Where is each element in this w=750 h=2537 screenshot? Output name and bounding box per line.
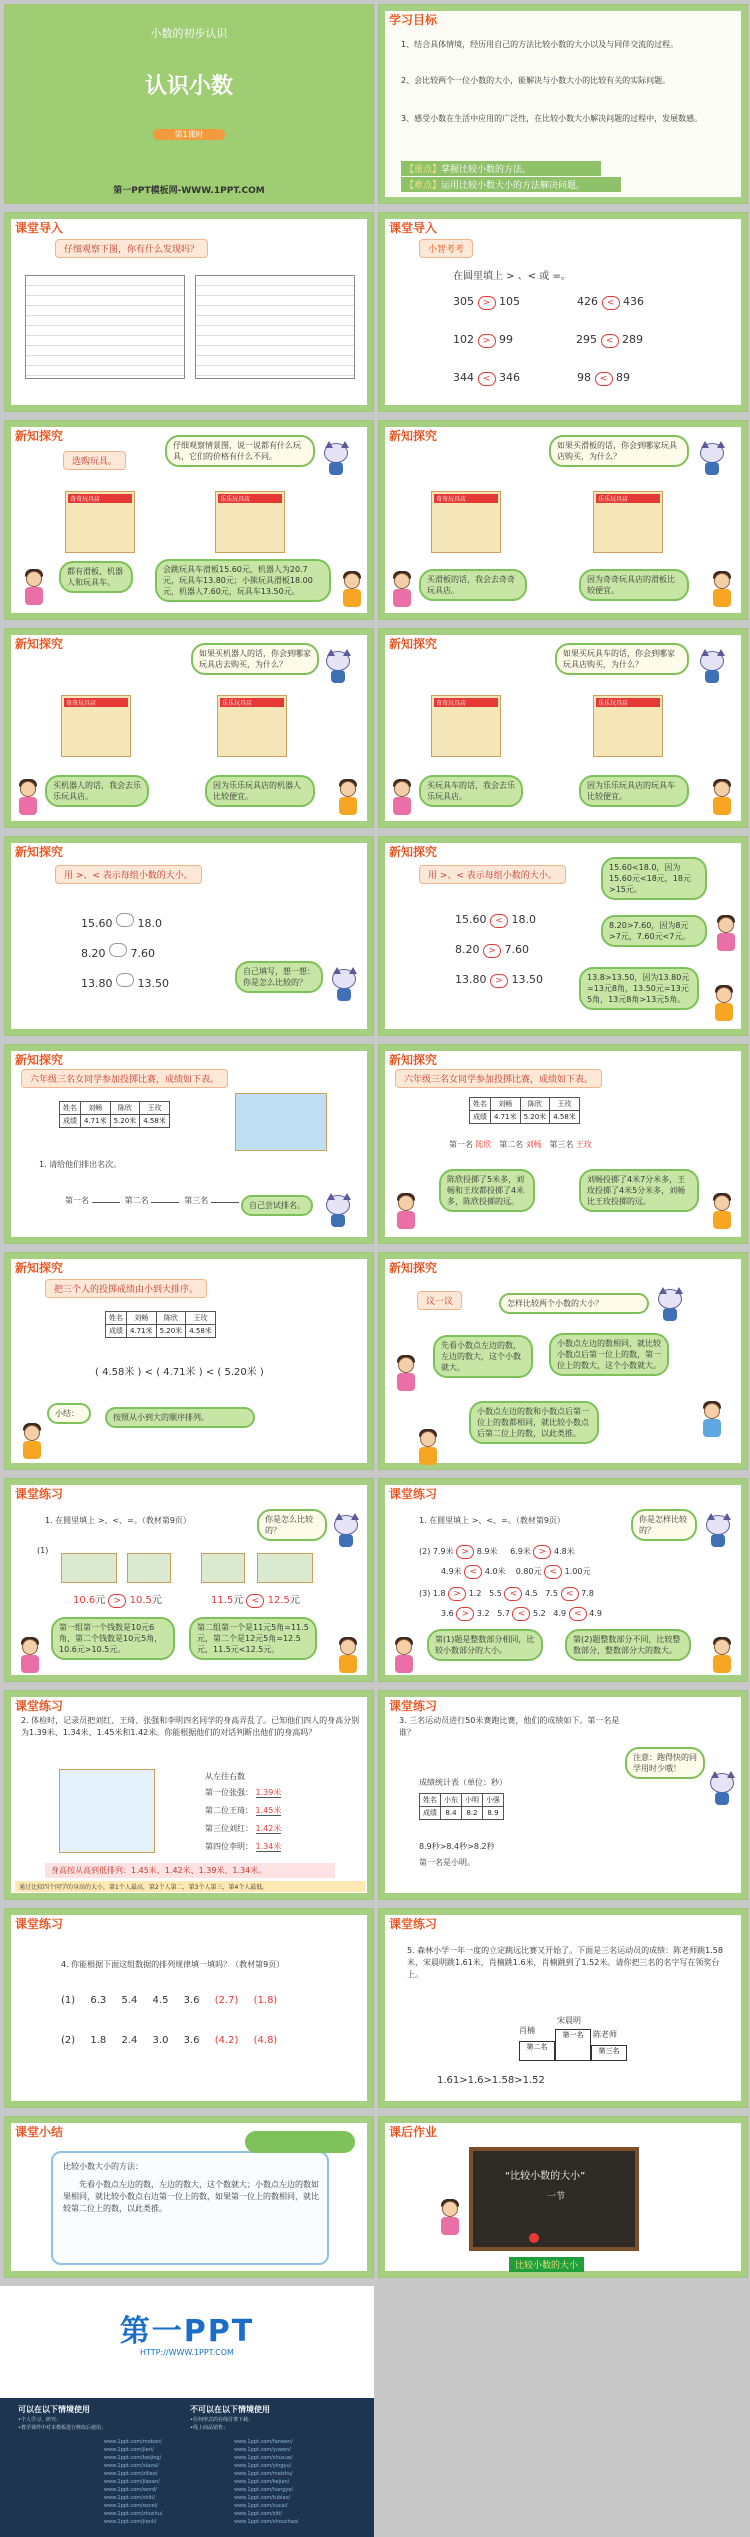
toy-shelf-right bbox=[593, 491, 663, 553]
footer-link[interactable]: www.1ppt.com/fanwen/ bbox=[234, 2439, 293, 2445]
cartoon-girl bbox=[389, 781, 415, 815]
answer-circle[interactable]: < bbox=[478, 372, 496, 386]
bubble-explain-2: 刘畅投掷了4米7分米多，王玫投掷了4米5分米多，刘畅比王玫投掷的远。 bbox=[579, 1169, 699, 1212]
title-footer: 第一PPT模板网-WWW.1PPT.COM bbox=[113, 186, 265, 196]
task-text: 2. 体检时，记录员把刘红、王琦、张强和李明四名同学的身高弄乱了。已知他们四人的身高分别为1.39米、1.34米、1.45米和1.42米。你能根据他们的对话判断出他们的身高吗？ bbox=[21, 1716, 360, 1737]
bubble-explain-2: 第二组第一个是11元5角=11.5元，第二个是12元5角=12.5元，11.5元<12.5元。 bbox=[189, 1617, 317, 1660]
bubble-question: 你是怎么比较的？ bbox=[257, 1509, 327, 1541]
can-line: •教学课件中对本模板进行修改后使用； bbox=[18, 2425, 106, 2431]
task-text: 1. 在圆里填上 >、<、=。（教材第9页） bbox=[419, 1516, 565, 1525]
slide-header: 课堂练习 bbox=[15, 1699, 64, 1713]
summary-title: 比较小数大小的方法： bbox=[63, 2162, 143, 2171]
toy-shelf-left bbox=[431, 695, 501, 757]
slide-compare-2[interactable] bbox=[378, 836, 748, 1036]
answer-circle[interactable]: < bbox=[601, 334, 619, 348]
footer-link[interactable]: www.1ppt.com/excel/ bbox=[104, 2503, 158, 2509]
footer-link[interactable]: www.1ppt.com/beijing/ bbox=[104, 2455, 162, 2461]
compare-row: 8.20 7.60 bbox=[81, 943, 155, 960]
toy-shelf-right bbox=[217, 695, 287, 757]
score-table: 姓名 刘畅 陈欣 王玫 成绩 4.71米 5.20米 4.58米 bbox=[469, 1097, 580, 1124]
compare-row: 15.60 18.0 bbox=[81, 913, 162, 930]
cartoon-boy bbox=[709, 1195, 735, 1229]
difficult-point bbox=[401, 177, 621, 192]
compare-row: 15.60 < 18.0 bbox=[455, 913, 536, 926]
key-point bbox=[401, 161, 601, 176]
slide-header: 新知探究 bbox=[15, 429, 64, 443]
slide-header: 新知探究 bbox=[389, 637, 438, 651]
cartoon-cat bbox=[703, 1513, 733, 1547]
bubble-right: 因为乐乐玩具店的玩具车比较便宜。 bbox=[579, 775, 689, 807]
board-plate: 比较小数的大小 bbox=[509, 2257, 584, 2272]
order-title: 从左往右数 bbox=[205, 1772, 245, 1781]
prompt-pill: 六年级三名女同学参加投掷比赛，成绩如下表。 bbox=[21, 1069, 228, 1088]
money-picture bbox=[61, 1553, 117, 1583]
bubble-left: 买机器人的话，我会去乐乐玩具店。 bbox=[45, 775, 149, 807]
cartoon-cat bbox=[697, 649, 727, 683]
toy-shelf-right bbox=[215, 491, 285, 553]
quiz-row: 305 > 105 426 < 436 bbox=[453, 295, 644, 308]
slide-title[interactable] bbox=[4, 4, 374, 204]
answer-circle[interactable]: > bbox=[478, 296, 496, 310]
cannot-line: •线上商品销售； bbox=[190, 2425, 228, 2431]
bubble-explain-2: 小数点左边的数相同，就比较小数点后第一位上的数，第一位上的数大，这个小数就大。 bbox=[549, 1333, 669, 1376]
prompt-pill: 六年级三名女同学参加投掷比赛，成绩如下表。 bbox=[395, 1069, 602, 1088]
height-row: 第三位刘红： 1.42米 bbox=[205, 1824, 282, 1833]
cartoon-cat bbox=[329, 967, 359, 1001]
kid-label: 小结： bbox=[47, 1403, 91, 1424]
bubble-top: 如果买机器人的话，你会到哪家玩具店去购买，为什么？ bbox=[191, 643, 319, 675]
toy-shelf-right bbox=[593, 695, 663, 757]
toy-shelf-left bbox=[65, 491, 135, 553]
bubble-explain-2: 8.20>7.60，因为8元>7元，7.60元<7元。 bbox=[601, 915, 707, 947]
slide-explore-toys-4[interactable] bbox=[378, 628, 748, 828]
shop-sign: 奇奇玩具店 bbox=[64, 698, 128, 707]
slide-goals[interactable] bbox=[378, 4, 748, 204]
bubble-explain-3: 13.8>13.50，因为13.80元=13元8角，13.50元=13元5角，13元8角>13元5角。 bbox=[579, 967, 699, 1010]
footer-link[interactable]: www.1ppt.com/ziti/ bbox=[234, 2511, 282, 2517]
links-right bbox=[234, 2438, 299, 2526]
cartoon-cat bbox=[707, 1771, 737, 1805]
bubble-question: 你是怎样比较的？ bbox=[631, 1509, 697, 1541]
bubble-top: 如果买滑板的话，你会到哪家玩具店购买，为什么？ bbox=[549, 435, 689, 467]
cartoon-boy bbox=[699, 1403, 725, 1437]
podium-third: 第三名 bbox=[591, 2045, 627, 2061]
bubble-left: 买滑板的话，我会去奇奇玩具店。 bbox=[419, 569, 527, 601]
footer-link[interactable]: www.1ppt.com/hangye/ bbox=[234, 2487, 294, 2493]
title-main: 认识小数 bbox=[144, 74, 233, 99]
footer-link[interactable]: www.1ppt.com/shiti/ bbox=[104, 2495, 156, 2501]
can-line: •个人学习、研究； bbox=[18, 2417, 61, 2423]
row-2b: 4.9米 < 4.0米 0.80元 < 1.00元 bbox=[441, 1567, 591, 1577]
compare-row: 13.80 13.50 bbox=[81, 973, 169, 990]
row-3a: (3) 1.8 > 1.2 5.5 < 4.5 7.5 < 7.8 bbox=[419, 1589, 594, 1599]
quiz-row: 102 > 99 295 < 289 bbox=[453, 333, 643, 346]
bubble-top: 仔细观察情景图，说一说都有什么玩具，它们的价格有什么不同。 bbox=[165, 435, 315, 467]
question: 1. 请给他们排出名次。 bbox=[39, 1160, 122, 1169]
cartoon-girl bbox=[393, 1195, 419, 1229]
prompt-pill: 用 >、< 表示每组小数的大小。 bbox=[419, 865, 566, 884]
task-text: 4. 你能根据下面这组数据的排列规律填一填吗？（教材第9页） bbox=[61, 1960, 285, 1969]
cartoon-cat bbox=[321, 441, 351, 475]
task-text: 1. 在圆里填上 >、<、=。（教材第9页） bbox=[45, 1516, 191, 1525]
slide-header: 新知探究 bbox=[389, 1261, 438, 1275]
footer-link[interactable]: www.1ppt.com/ziliao/ bbox=[104, 2471, 158, 2477]
slide-header: 课堂练习 bbox=[389, 1699, 438, 1713]
quiz-row: 344 < 346 98 < 89 bbox=[453, 371, 630, 384]
row-2a: (2) 7.9米 > 8.9米 6.9米 > 4.8米 bbox=[419, 1547, 575, 1557]
quiz-instruction: 在圆里填上 > 、< 或 =。 bbox=[453, 271, 571, 282]
footer-link[interactable]: www.1ppt.com/kejian/ bbox=[234, 2479, 290, 2485]
podium-name-3: 陈老师 bbox=[593, 2030, 617, 2039]
bubble-right: 因为乐乐玩具店的机器人比较便宜。 bbox=[205, 775, 315, 807]
answer-circle[interactable]: > bbox=[483, 944, 501, 958]
height-row: 第四位李明： 1.34米 bbox=[205, 1842, 282, 1851]
answer-circle[interactable]: > bbox=[478, 334, 496, 348]
note-bar: 通过比较四个同学的身高的大小，第1个人最高，第2个人第二，第3个人第三，第4个人最低。 bbox=[15, 1881, 365, 1892]
podium bbox=[519, 2015, 629, 2065]
leaf-decoration bbox=[245, 2131, 355, 2153]
pattern-row-1: (1) 6.3 5.4 4.5 3.6 (2.7) (1.8) bbox=[61, 1995, 278, 2006]
throwing-scene bbox=[235, 1093, 327, 1151]
bubble-left: 买玩具车的话，我会去乐乐玩具店。 bbox=[419, 775, 523, 807]
cartoon-girl bbox=[21, 571, 47, 605]
slide-throw-2[interactable] bbox=[378, 1044, 748, 1244]
apple-icon bbox=[529, 2233, 539, 2243]
bubble-explain-1: 先看小数点左边的数，左边的数大，这个小数就大。 bbox=[433, 1335, 533, 1378]
footer-link[interactable]: www.1ppt.com/shouchao/ bbox=[234, 2519, 299, 2525]
slide-header: 新知探究 bbox=[15, 1053, 64, 1067]
bubble-explain-1: 第(1)题是整数部分相同，比较小数部分的大小。 bbox=[427, 1629, 543, 1661]
task-text: 5. 森林小学一年一度的立定跳远比赛又开始了。下面是三名运动员的成绩：陈老师跳1.58米，宋晨明跳1.61米，肖楠跳1.6米，肖楠跳到了1.52米。请你把三名的名字写在领奖台上。 bbox=[407, 1946, 723, 1979]
footer-link[interactable]: www.1ppt.com/word/ bbox=[104, 2487, 157, 2493]
cartoon-boy bbox=[335, 781, 361, 815]
cartoon-girl bbox=[17, 1639, 43, 1673]
score-table: 姓名 刘畅 陈欣 王玫 成绩 4.71米 5.20米 4.58米 bbox=[59, 1101, 170, 1128]
podium-second: 第二名 bbox=[519, 2041, 555, 2061]
slide-compare-1[interactable] bbox=[4, 836, 374, 1036]
answer-1: 8.9秒>8.4秒>8.2秒 bbox=[419, 1842, 495, 1851]
diff-text: 运用比较小数大小的方法解决问题。 bbox=[441, 181, 586, 191]
row-3b: 3.6 > 3.2 5.7 < 5.2 4.9 < 4.9 bbox=[441, 1609, 602, 1619]
money-compare-1: 10.6元 > 10.5元 bbox=[73, 1595, 162, 1606]
cartoon-boy bbox=[339, 573, 365, 607]
answer-circle[interactable] bbox=[116, 913, 134, 927]
podium-name-1: 宋晨明 bbox=[557, 2016, 581, 2025]
slide-explore-toys-1[interactable] bbox=[4, 420, 374, 620]
slide-header: 学习目标 bbox=[389, 13, 438, 27]
goal-item: 2、会比较两个一位小数的大小，能解决与小数大小的比较有关的实际问题。 bbox=[401, 76, 671, 85]
footer-url[interactable]: HTTP://WWW.1PPT.COM bbox=[140, 2348, 234, 2357]
footer-panel bbox=[0, 2286, 374, 2537]
footer-link[interactable]: www.1ppt.com/xiazai/ bbox=[104, 2463, 160, 2469]
slide-header: 课后作业 bbox=[389, 2125, 438, 2139]
footer-link[interactable]: www.1ppt.com/tubiao/ bbox=[234, 2495, 291, 2501]
footer-link[interactable]: www.1ppt.com/shuxue/ bbox=[234, 2455, 293, 2461]
cartoon-girl bbox=[393, 1357, 419, 1391]
footer-link[interactable]: www.1ppt.com/moban/ bbox=[104, 2439, 162, 2445]
footer-link[interactable]: www.1ppt.com/yuwen/ bbox=[234, 2447, 291, 2453]
slide-header: 新知探究 bbox=[389, 1053, 438, 1067]
slide-header: 课堂练习 bbox=[15, 1917, 64, 1931]
price-table-left bbox=[25, 275, 185, 379]
links-left bbox=[104, 2438, 163, 2526]
cartoon-boy bbox=[335, 1639, 361, 1673]
slide-throw-1[interactable] bbox=[4, 1044, 374, 1244]
cartoon-girl bbox=[15, 781, 41, 815]
slide-header: 课堂练习 bbox=[389, 1917, 438, 1931]
score-table: 姓名 小东 小明 小强 成绩 8.4 8.2 8.9 bbox=[419, 1793, 504, 1820]
pattern-row-2: (2) 1.8 2.4 3.0 3.6 (4.2) (4.8) bbox=[61, 2035, 278, 2046]
can-title: 可以在以下情境使用 bbox=[18, 2405, 90, 2414]
cartoon-boy bbox=[709, 781, 735, 815]
cartoon-boy bbox=[415, 1431, 441, 1465]
shop-sign: 奇奇玩具店 bbox=[434, 698, 498, 707]
cannot-line: •任何形式的在线付费下载； bbox=[190, 2417, 253, 2423]
slide-header: 课堂导入 bbox=[389, 221, 438, 235]
bubble-explain-2: 第(2)题整数部分不同，比较整数部分，整数部分大的数大。 bbox=[565, 1629, 691, 1661]
answer-2: 第一名是小明。 bbox=[419, 1858, 475, 1867]
slide-header: 新知探究 bbox=[15, 637, 64, 651]
places-line: 第一名 第二名 第三名 bbox=[65, 1195, 239, 1207]
slide-practice-1b[interactable] bbox=[378, 1478, 748, 1682]
item-number: (1) bbox=[37, 1546, 49, 1555]
bubble-left: 都有滑板、机器人和玩具车。 bbox=[59, 561, 133, 593]
teacher-figure bbox=[437, 2201, 463, 2235]
slide-header: 课堂导入 bbox=[15, 221, 64, 235]
height-row: 第一位张强： 1.39米 bbox=[205, 1788, 282, 1797]
answer-circle[interactable] bbox=[109, 943, 127, 957]
title-badge: 第1课时 bbox=[153, 129, 225, 140]
bubble-top: 如果买玩具车的话，你会到哪家玩具店购买，为什么？ bbox=[555, 643, 689, 675]
table-title: 成绩统计表（单位：秒） bbox=[419, 1778, 507, 1787]
slide-practice-5[interactable] bbox=[378, 1908, 748, 2108]
bubble-hint: 按照从小到大的顺序排列。 bbox=[105, 1407, 255, 1428]
shop-sign: 奇奇玩具店 bbox=[68, 494, 132, 503]
answer-bar: 身高按从高到低排列：1.45米、1.42米、1.39米、1.34米。 bbox=[45, 1863, 335, 1878]
footer-link[interactable]: www.1ppt.com/jianli/ bbox=[104, 2519, 157, 2525]
slide-throw-sort[interactable] bbox=[4, 1252, 374, 1470]
places-line: 第一名 陈欣 第二名 刘畅 第三名 王玫 bbox=[449, 1140, 592, 1149]
slide-practice-1a[interactable] bbox=[4, 1478, 374, 1682]
answer-circle[interactable]: < bbox=[490, 914, 508, 928]
money-picture bbox=[257, 1553, 313, 1583]
cartoon-cat bbox=[323, 1193, 353, 1227]
key-label: 【重点】 bbox=[405, 165, 442, 175]
answer-circle[interactable] bbox=[116, 973, 134, 987]
shop-sign: 乐乐玩具店 bbox=[218, 494, 282, 503]
cartoon-girl bbox=[391, 1639, 417, 1673]
answer-circle[interactable]: < bbox=[602, 296, 620, 310]
slide-practice-2[interactable] bbox=[4, 1690, 374, 1900]
slide-header: 新知探究 bbox=[15, 1261, 64, 1275]
footer-link[interactable]: www.1ppt.com/yingyu/ bbox=[234, 2463, 292, 2469]
slide-summary[interactable] bbox=[4, 2116, 374, 2278]
cartoon-cat bbox=[331, 1513, 361, 1547]
bubble-right: 会跳玩具车滑板15.60元，机器人为20.7元，玩具车13.80元；小熊玩具滑板18.00元，机器人7.60元，玩具车13.50元。 bbox=[155, 559, 331, 602]
board-line-1: “比较小数的大小” bbox=[505, 2171, 586, 2182]
podium-first: 第一名 bbox=[555, 2029, 591, 2061]
bubble-question: 怎样比较两个小数的大小？ bbox=[499, 1293, 649, 1314]
sorted-order: ( 4.58米 ) < ( 4.71米 ) < ( 5.20米 ) bbox=[95, 1367, 264, 1378]
kids-picture bbox=[59, 1769, 155, 1853]
board-line-2: 一节 bbox=[547, 2192, 566, 2202]
slide-header: 新知探究 bbox=[389, 429, 438, 443]
cartoon-boy bbox=[709, 1639, 735, 1673]
bubble-explain-1: 陈欣投掷了5米多，刘畅和王玫都投掷了4米多，陈欣投掷的远。 bbox=[439, 1169, 535, 1212]
answer-circle[interactable]: < bbox=[595, 372, 613, 386]
height-row: 第二位王琦： 1.45米 bbox=[205, 1806, 282, 1815]
cartoon-boy bbox=[709, 573, 735, 607]
diff-label: 【难点】 bbox=[405, 181, 442, 191]
price-table-right bbox=[195, 275, 355, 379]
footer-link[interactable]: www.1ppt.com/jieri/ bbox=[104, 2447, 154, 2453]
prompt-pill: 仔细观察下图，你有什么发现吗？ bbox=[55, 239, 208, 258]
shop-sign: 乐乐玩具店 bbox=[596, 494, 660, 503]
bubble-hint: 注意：跑得快的同学用时少哦！ bbox=[625, 1747, 705, 1779]
slide-header: 课堂练习 bbox=[15, 1487, 64, 1501]
cartoon-cat bbox=[323, 649, 353, 683]
podium-name-2: 肖楠 bbox=[519, 2026, 535, 2035]
money-compare-2: 11.5元 < 12.5元 bbox=[211, 1595, 300, 1606]
footer-logo: 第一PPT bbox=[119, 2314, 255, 2349]
bubble-hint: 自己尝试排名。 bbox=[241, 1195, 313, 1216]
bubble-explain-1: 15.60<18.0，因为15.60元<18元，18元>15元。 bbox=[601, 857, 707, 900]
answer-circle[interactable]: > bbox=[490, 974, 508, 988]
slide-header: 课堂练习 bbox=[389, 1487, 438, 1501]
money-picture bbox=[201, 1553, 245, 1583]
slide-discuss[interactable] bbox=[378, 1252, 748, 1470]
toy-shelf-left bbox=[61, 695, 131, 757]
cartoon-boy bbox=[711, 987, 737, 1021]
bubble-right: 因为奇奇玩具店的滑板比较便宜。 bbox=[579, 569, 689, 601]
cartoon-girl bbox=[713, 917, 739, 951]
prompt-pill: 用 >、< 表示每组小数的大小。 bbox=[55, 865, 202, 884]
shop-sign: 乐乐玩具店 bbox=[220, 698, 284, 707]
slide-header: 课堂小结 bbox=[15, 2125, 64, 2139]
slide-header: 新知探究 bbox=[389, 845, 438, 859]
answer: 1.61>1.6>1.58>1.52 bbox=[437, 2075, 545, 2086]
bubble-explain-1: 第一组第一个钱数是10元6角，第二个钱数是10元5角，10.6元>10.5元。 bbox=[51, 1617, 175, 1660]
task-text: 3. 三名运动员进行50米赛跑比赛，他们的成绩如下。第一名是谁？ bbox=[399, 1716, 620, 1737]
bubble-hint: 自己填写，想一想：你是怎么比较的？ bbox=[235, 961, 323, 993]
slide-header: 新知探究 bbox=[15, 845, 64, 859]
summary-body: 先看小数点左边的数，左边的数大，这个数就大；小数点左边的数如果相同，就比较小数点右边第一位上的数，如果第一位上的数相同，就比较第二位上的数，以此类推。 bbox=[63, 2180, 319, 2213]
title-subtitle: 小数的初步认识 bbox=[150, 27, 228, 40]
cartoon-cat bbox=[697, 441, 727, 475]
compare-row: 8.20 > 7.60 bbox=[455, 943, 529, 956]
footer-link[interactable]: www.1ppt.com/meishu/ bbox=[234, 2471, 293, 2477]
quiz-tag: 小智考考 bbox=[419, 239, 473, 258]
cartoon-boy bbox=[19, 1425, 45, 1459]
footer-link[interactable]: www.1ppt.com/zhuchu/ bbox=[104, 2511, 163, 2517]
slide-intro-tables[interactable] bbox=[4, 212, 374, 412]
cartoon-cat bbox=[655, 1287, 685, 1321]
footer-link[interactable]: www.1ppt.com/jiaoan/ bbox=[104, 2479, 160, 2485]
bubble-explain-3: 小数点左边的数和小数点后第一位上的数都相同，就比较小数点后第二位上的数，以此类推。 bbox=[469, 1401, 599, 1444]
prompt-pill: 把三个人的投掷成绩由小到大排序。 bbox=[45, 1279, 207, 1298]
slide-explore-toys-3[interactable] bbox=[4, 628, 374, 828]
discuss-tag: 议一议 bbox=[417, 1291, 462, 1310]
slide-intro-quiz[interactable] bbox=[378, 212, 748, 412]
choose-pill: 选购玩具。 bbox=[63, 451, 126, 470]
shop-sign: 乐乐玩具店 bbox=[596, 698, 660, 707]
goal-item: 1、结合具体情境，经历用自己的方法比较小数的大小以及与同伴交流的过程。 bbox=[401, 40, 679, 49]
cannot-title: 不可以在以下情境使用 bbox=[190, 2405, 270, 2414]
footer-link[interactable]: www.1ppt.com/sucai/ bbox=[234, 2503, 288, 2509]
shop-sign: 奇奇玩具店 bbox=[434, 494, 498, 503]
goal-item: 3、感受小数在生活中应用的广泛性，在比较小数大小解决问题的过程中，发展数感。 bbox=[401, 114, 703, 123]
score-table: 姓名 刘畅 陈欣 王玫 成绩 4.71米 5.20米 4.58米 bbox=[105, 1311, 216, 1338]
key-text: 掌握比较小数的方法。 bbox=[441, 165, 532, 175]
slide-explore-toys-2[interactable] bbox=[378, 420, 748, 620]
slide-practice-4[interactable] bbox=[4, 1908, 374, 2108]
cartoon-girl bbox=[389, 573, 415, 607]
slide-practice-3[interactable] bbox=[378, 1690, 748, 1900]
money-picture bbox=[127, 1553, 171, 1583]
toy-shelf-left bbox=[431, 491, 501, 553]
slide-homework[interactable] bbox=[378, 2116, 748, 2278]
compare-row: 13.80 > 13.50 bbox=[455, 973, 543, 986]
